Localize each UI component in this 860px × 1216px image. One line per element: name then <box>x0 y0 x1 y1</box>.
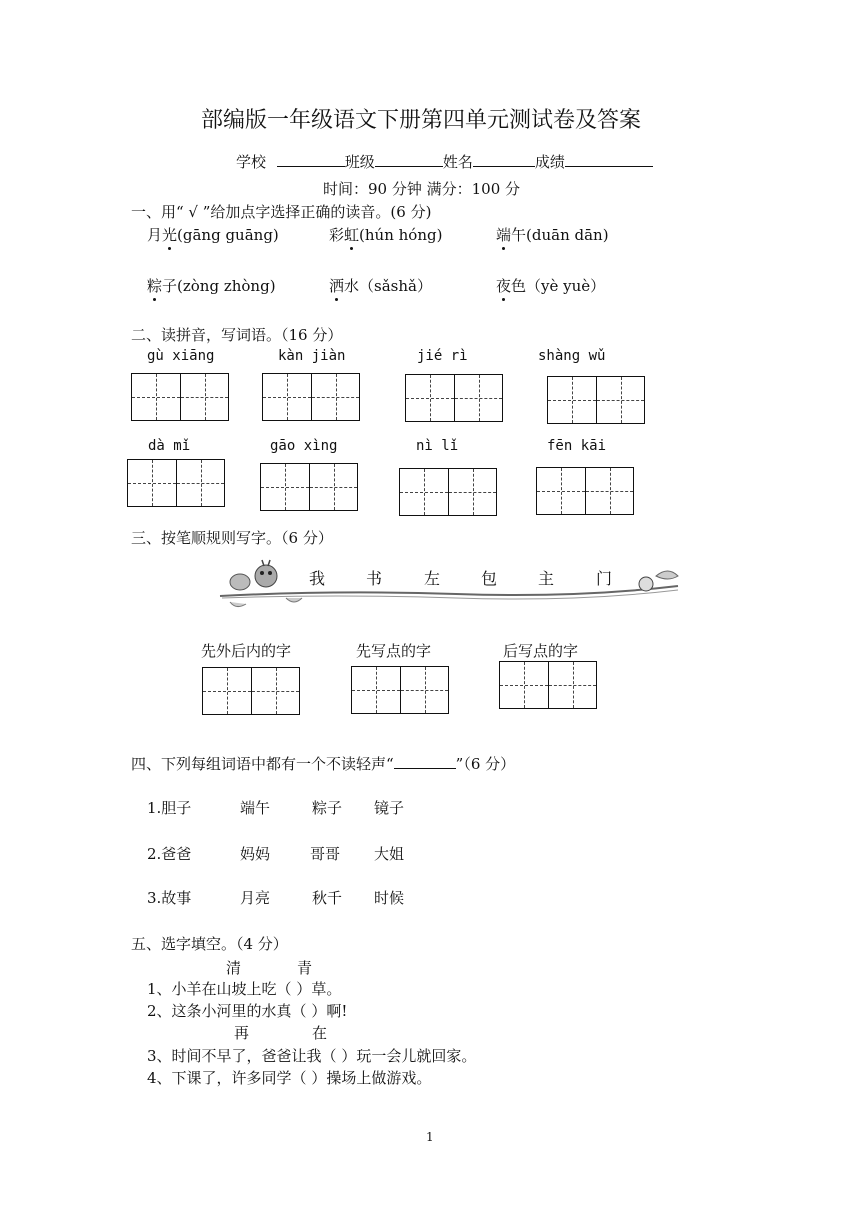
pinyin-4: shàng wǔ <box>538 348 606 364</box>
stroke-char-4: 包 <box>481 569 498 588</box>
page-number: 1 <box>426 1130 434 1144</box>
writing-grid-8[interactable] <box>536 467 634 515</box>
writing-grid-3[interactable] <box>405 374 503 422</box>
s1-item-5: 洒水（sǎshǎ） <box>329 277 432 295</box>
stroke-char-1: 我 <box>309 569 326 588</box>
writing-grid-2[interactable] <box>262 373 360 421</box>
s1-item-1: 月光(gāng guāng) <box>147 226 279 244</box>
branch-banner-illustration <box>216 552 686 608</box>
pinyin-1: gù xiāng <box>147 348 215 364</box>
section-2-heading: 二、读拼音，写词语。（16 分） <box>131 326 343 344</box>
section-5-heading: 五、选字填空。（4 分） <box>131 935 288 953</box>
pinyin-5: dà mǐ <box>148 438 191 454</box>
s4-row-3: 3.故事 月亮 秋千 时候 <box>147 889 405 907</box>
s1-item-3: 端午(duān dān) <box>496 226 609 244</box>
choice-char-3: 再 <box>234 1024 250 1042</box>
writing-grid-5[interactable] <box>127 459 225 507</box>
fill-line-3: 3、时间不早了，爸爸让我（ ）玩一会儿就回家。 <box>147 1047 477 1065</box>
score-label: 成绩 <box>534 153 565 171</box>
s1-item-6: 夜色（yè yuè） <box>496 277 606 295</box>
stroke-char-5: 主 <box>538 569 555 588</box>
stroke-char-3: 左 <box>424 569 441 588</box>
time-score-line: 时间：90 分钟 满分：100 分 <box>323 180 521 198</box>
writing-grid-1[interactable] <box>131 373 229 421</box>
name-blank[interactable] <box>473 152 535 167</box>
s1-item-2: 彩虹(hún hóng) <box>329 226 443 244</box>
category-label-1: 先外后内的字 <box>201 642 292 660</box>
stroke-char-2: 书 <box>366 569 383 588</box>
name-label: 姓名 <box>442 153 473 171</box>
section-1-heading: 一、用“ √ ”给加点字选择正确的读音。(6 分) <box>131 203 432 221</box>
pinyin-6: gāo xìng <box>270 438 338 454</box>
choice-char-4: 在 <box>312 1024 328 1042</box>
writing-grid-10[interactable] <box>351 666 449 714</box>
stroke-char-6: 门 <box>596 569 613 588</box>
score-blank[interactable] <box>565 152 653 167</box>
class-blank[interactable] <box>375 152 443 167</box>
section-4-heading: 四、下列每组词语中都有一个不读轻声“ ”（6 分） <box>131 755 516 773</box>
choice-char-2: 青 <box>297 959 313 977</box>
choice-char-1: 清 <box>226 959 242 977</box>
fill-line-4: 4、下课了，许多同学（ ）操场上做游戏。 <box>147 1069 432 1087</box>
writing-grid-6[interactable] <box>260 463 358 511</box>
pinyin-7: nì lǐ <box>416 438 459 454</box>
writing-grid-4[interactable] <box>547 376 645 424</box>
pinyin-2: kàn jiàn <box>278 348 346 364</box>
answer-blank[interactable] <box>394 754 456 769</box>
class-label: 班级 <box>344 153 375 171</box>
s1-item-4: 粽子(zòng zhòng) <box>147 277 276 295</box>
section-3-heading: 三、按笔顺规则写字。（6 分） <box>131 529 333 547</box>
fill-line-2: 2、这条小河里的水真（ ）啊! <box>147 1002 348 1020</box>
school-label: 学校 <box>236 153 267 171</box>
category-label-2: 先写点的字 <box>356 642 432 660</box>
pinyin-8: fēn kāi <box>547 438 607 454</box>
writing-grid-7[interactable] <box>399 468 497 516</box>
writing-grid-11[interactable] <box>499 661 597 709</box>
pinyin-3: jié rì <box>417 348 468 364</box>
student-info-line <box>236 151 653 172</box>
fill-line-1: 1、小羊在山坡上吃（ ）草。 <box>147 980 342 998</box>
s4-row-2: 2.爸爸 妈妈 哥哥 大姐 <box>147 845 405 863</box>
page-title: 部编版一年级语文下册第四单元测试卷及答案 <box>201 108 642 133</box>
category-label-3: 后写点的字 <box>503 642 579 660</box>
s4-row-1: 1.胆子 端午 粽子 镜子 <box>147 799 405 817</box>
writing-grid-9[interactable] <box>202 667 300 715</box>
school-blank[interactable] <box>277 152 345 167</box>
